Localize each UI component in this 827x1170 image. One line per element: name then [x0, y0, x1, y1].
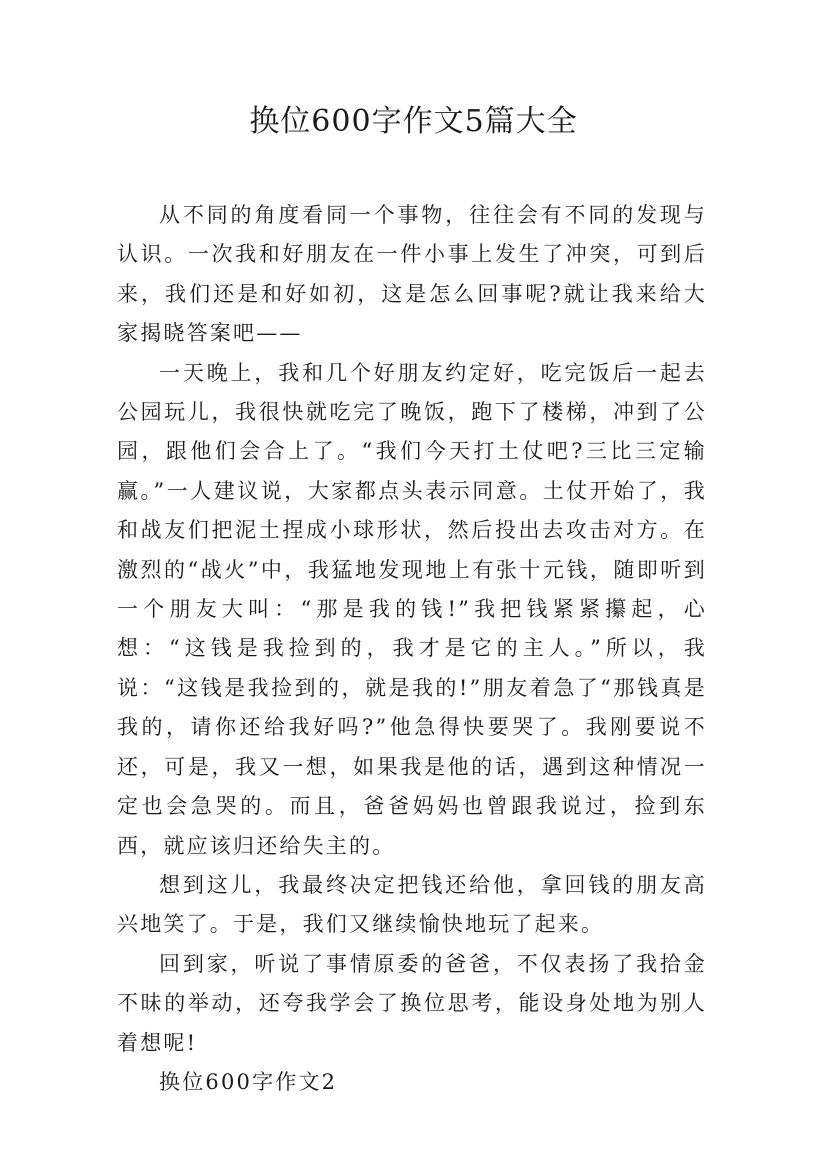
- essay-body: [117, 196, 707, 1102]
- paragraph-2: 一天晚上，我和几个好朋友约定好，吃完饭后一起去公园玩儿，我很快就吃完了晚饭，跑下了楼梯，冲到了公园，跟他们会合上了。“我们今天打土仗吧?三比三定输赢。”一人建议说，大家都点头表示同意。土仗开始了，我和战友们把泥土捏成小球形状，然后投出去攻击对方。在激烈的“战火”中，我猛地发现地上有张十元钱，随即听到一个朋友大叫：“那是我的钱!”我把钱紧紧攥起，心想：“这钱是我捡到的，我才是它的主人。”所以，我说：“这钱是我捡到的，就是我的!”朋友着急了“那钱真是我的，请你还给我好吗?”他急得快要哭了。我刚要说不还，可是，我又一想，如果我是他的话，遇到这种情况一定也会急哭的。而且，爸爸妈妈也曾跟我说过，捡到东西，就应该归还给失主的。: [117, 360, 707, 858]
- paragraph-3: 想到这儿，我最终决定把钱还给他，拿回钱的朋友高兴地笑了。于是，我们又继续愉快地玩了起来。: [117, 872, 707, 937]
- page-title: 换位600字作文5篇大全: [249, 104, 578, 139]
- paragraph-1: 从不同的角度看同一个事物，往往会有不同的发现与认识。一次我和好朋友在一件小事上发生了冲突，可到后来，我们还是和好如初，这是怎么回事呢?就让我来给大家揭晓答案吧——: [117, 203, 707, 346]
- paragraph-4: 回到家，听说了事情原委的爸爸，不仅表扬了我拾金不昧的举动，还夸我学会了换位思考，能设身处地为别人着想呢!: [117, 951, 707, 1055]
- essay-2-heading: 换位600字作文2: [159, 1069, 338, 1094]
